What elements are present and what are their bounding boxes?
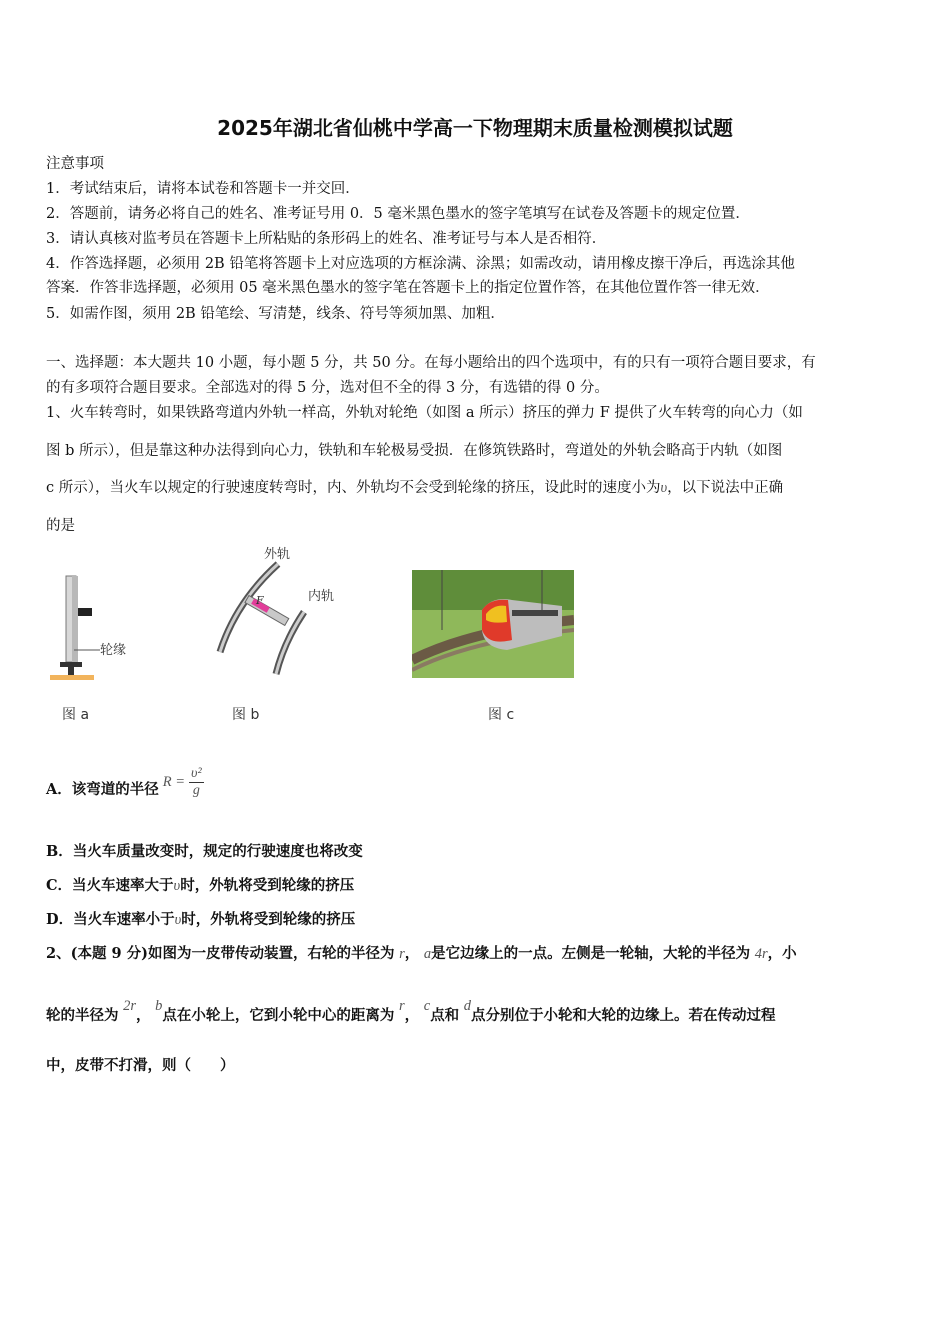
option-d: D．当火车速率小于υ时，外轨将受到轮缘的挤压 <box>46 911 356 928</box>
question-1-text: 图 b 所示），但是靠这种办法得到向心力，铁轨和车轮极易受损．在修筑铁路时，弯道处的外轨会略高于内轨（如图 <box>46 443 783 459</box>
formula-fraction: $\frac{\text{υ²}}{g}$ <box>191 765 202 798</box>
figure-b-caption: 图 b <box>232 707 260 723</box>
notice-item: 答案．作答非选择题，必须用 05 毫米黑色墨水的签字笔在答题卡上的指定位置作答，在其他位置作答一律无效． <box>46 280 770 296</box>
outer-rail-label: 外轨 <box>264 547 291 562</box>
question-2-text: 中，皮带不打滑，则（ ） <box>46 1057 235 1074</box>
option-c: C．当火车速率大于υ时，外轨将受到轮缘的挤压 <box>46 877 355 894</box>
page-title: 2025年湖北省仙桃中学高一下物理期末质量检测模拟试题 <box>217 116 733 140</box>
notice-item: 3．请认真核对监考员在答题卡上所粘贴的条形码上的姓名、准考证号与本人是否相符． <box>46 231 607 247</box>
question-2-text: 2、(本题 9 分)如图为一皮带传动装置，右轮的半径为 r， a是它边缘上的一点。左侧是一轮轴，大轮的半径为 4r，小 <box>46 945 797 962</box>
inner-rail-label: 内轨 <box>308 589 335 604</box>
figure-b-rails <box>206 542 346 682</box>
notice-item: 2．答题前，请务必将自己的姓名、准考证号用 0．5 毫米黑色墨水的签字笔填写在试卷及答题卡的规定位置． <box>46 206 750 222</box>
velocity-symbol: υ <box>660 480 668 496</box>
option-b: B．当火车质量改变时，规定的行驶速度也将改变 <box>46 843 363 860</box>
notice-item: 5．如需作图，须用 2B 铅笔绘、写清楚，线条、符号等须加黑、加粗． <box>46 306 505 322</box>
question-1-text: 1、火车转弯时，如果铁路弯道内外轨一样高，外轨对轮绝（如图 a 所示）挤压的弹力 F 提供了火车转弯的向心力（如 <box>46 405 803 421</box>
question-2-text: 轮的半径为 2r， b点在小轮上，它到小轮中心的距离为 r， c点和 d点分别位于小轮和大轮的边缘上。若在传动过程 <box>46 998 776 1024</box>
section-instructions: 一、选择题：本大题共 10 小题，每小题 5 分，共 50 分。在每小题给出的四个选项中，有的只有一项符合题目要求，有 <box>46 355 816 371</box>
figure-a-wheel-flange <box>46 568 146 684</box>
question-1-text: 的是 <box>46 518 75 534</box>
notice-heading: 注意事项 <box>46 156 104 172</box>
formula-lhs: R = <box>162 773 186 790</box>
figure-c-caption: 图 c <box>488 707 515 723</box>
section-instructions: 的有多项符合题目要求。全部选对的得 5 分，选对但不全的得 3 分，有选错的得 0 分。 <box>46 380 609 396</box>
question-1-text: c 所示），当火车以规定的行驶速度转弯时，内、外轨均不会受到轮缘的挤压，设此时的速度小为υ，以下说法中正确 <box>46 480 784 496</box>
notice-item: 4．作答选择题，必须用 2B 铅笔将答题卡上对应选项的方框涂满、涂黑；如需改动，请用橡皮擦干净后，再选涂其他 <box>46 256 795 272</box>
figure-a-caption: 图 a <box>62 707 90 723</box>
figure-c-train-photo <box>412 570 574 678</box>
flange-label: 轮缘 <box>100 643 127 658</box>
force-label: F <box>256 594 264 607</box>
option-a: A．该弯道的半径 R = $\frac{\text{υ²}}{g}$ <box>46 765 202 798</box>
notice-item: 1．考试结束后，请将本试卷和答题卡一并交回． <box>46 181 360 197</box>
